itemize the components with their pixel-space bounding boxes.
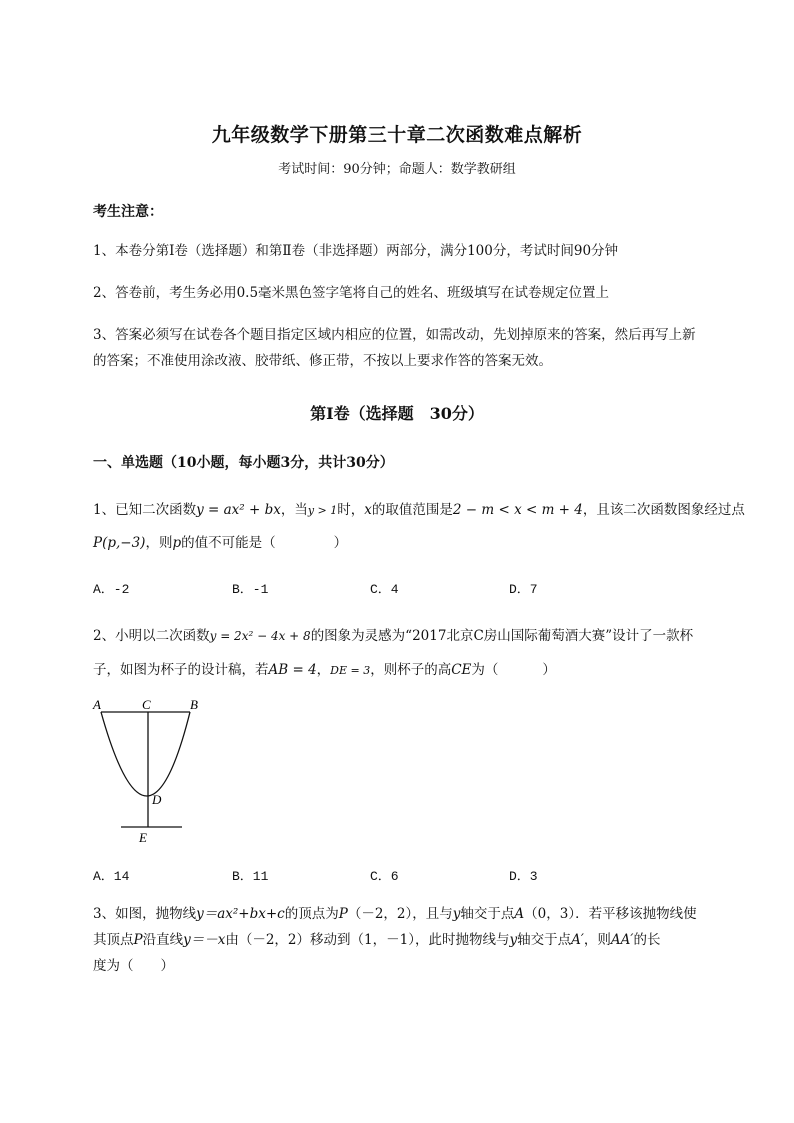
- q1-option-a[interactable]: A．-2: [93, 582, 130, 597]
- notice-item-3: 3、答案必须写在试卷各个题目指定区域内相应的位置，如需改动，先划掉原来的答案，然后再写上新: [93, 327, 696, 343]
- notice-item-3-cont: 的答案；不准使用涂改液、胶带纸、修正带，不按以上要求作答的答案无效。: [93, 353, 552, 369]
- label-e: E: [139, 830, 147, 845]
- question-3-line-1: 3、如图，抛物线y＝ax²+bx+c的顶点为P（－2，2），且与y轴交于点A（0，3）．若平移该抛物线使: [93, 906, 697, 922]
- question-1-line-2: P(p,−3)，则p的值不可能是（ ）: [93, 535, 348, 551]
- label-d: D: [152, 792, 162, 807]
- label-c: C: [142, 697, 151, 712]
- exam-info: 考试时间：90分钟；命题人：数学教研组: [278, 162, 516, 177]
- question-3-line-3: 度为（ ）: [93, 958, 174, 974]
- question-1-line-1: 1、已知二次函数y = ax² + bx，当y > 1时，x的取值范围是2 − m < x < m + 4，且该二次函数图象经过点: [93, 502, 745, 518]
- notice-heading: 考生注意：: [93, 204, 163, 220]
- notice-item-2: 2、答卷前，考生务必用0.5毫米黑色签字笔将自己的姓名、班级填写在试卷规定位置上: [93, 285, 610, 301]
- question-2-line-2: 子，如图为杯子的设计稿，若AB = 4，DE = 3，则杯子的高CE为（ ）: [93, 662, 556, 678]
- cup-figure: [88, 690, 198, 850]
- label-a: A: [93, 697, 101, 712]
- q2-option-b[interactable]: B．11: [232, 869, 269, 884]
- q1-option-c[interactable]: C．4: [370, 582, 399, 597]
- page-title: 九年级数学下册第三十章二次函数难点解析: [211, 124, 583, 146]
- question-2-line-1: 2、小明以二次函数y = 2x² − 4x + 8的图象为灵感为“2017北京C房山国际葡萄酒大赛”设计了一款杯: [93, 628, 694, 644]
- q1-option-d[interactable]: D．7: [509, 582, 538, 597]
- section-title: 第I卷（选择题 30分）: [310, 404, 484, 423]
- q1-option-b[interactable]: B．-1: [232, 582, 269, 597]
- notice-item-1: 1、本卷分第I卷（选择题）和第Ⅱ卷（非选择题）两部分，满分100分，考试时间90分钟: [93, 243, 619, 259]
- part-heading: 一、单选题（10小题，每小题3分，共计30分）: [93, 455, 394, 471]
- q2-option-c[interactable]: C．6: [370, 869, 399, 884]
- q2-option-a[interactable]: A．14: [93, 869, 130, 884]
- cup-parabola: [101, 712, 190, 796]
- label-b: B: [190, 697, 198, 712]
- question-3-line-2: 其顶点P沿直线y＝－x由（－2，2）移动到（1，－1），此时抛物线与y轴交于点A′，则AA′的长: [93, 932, 661, 948]
- q2-option-d[interactable]: D．3: [509, 869, 538, 884]
